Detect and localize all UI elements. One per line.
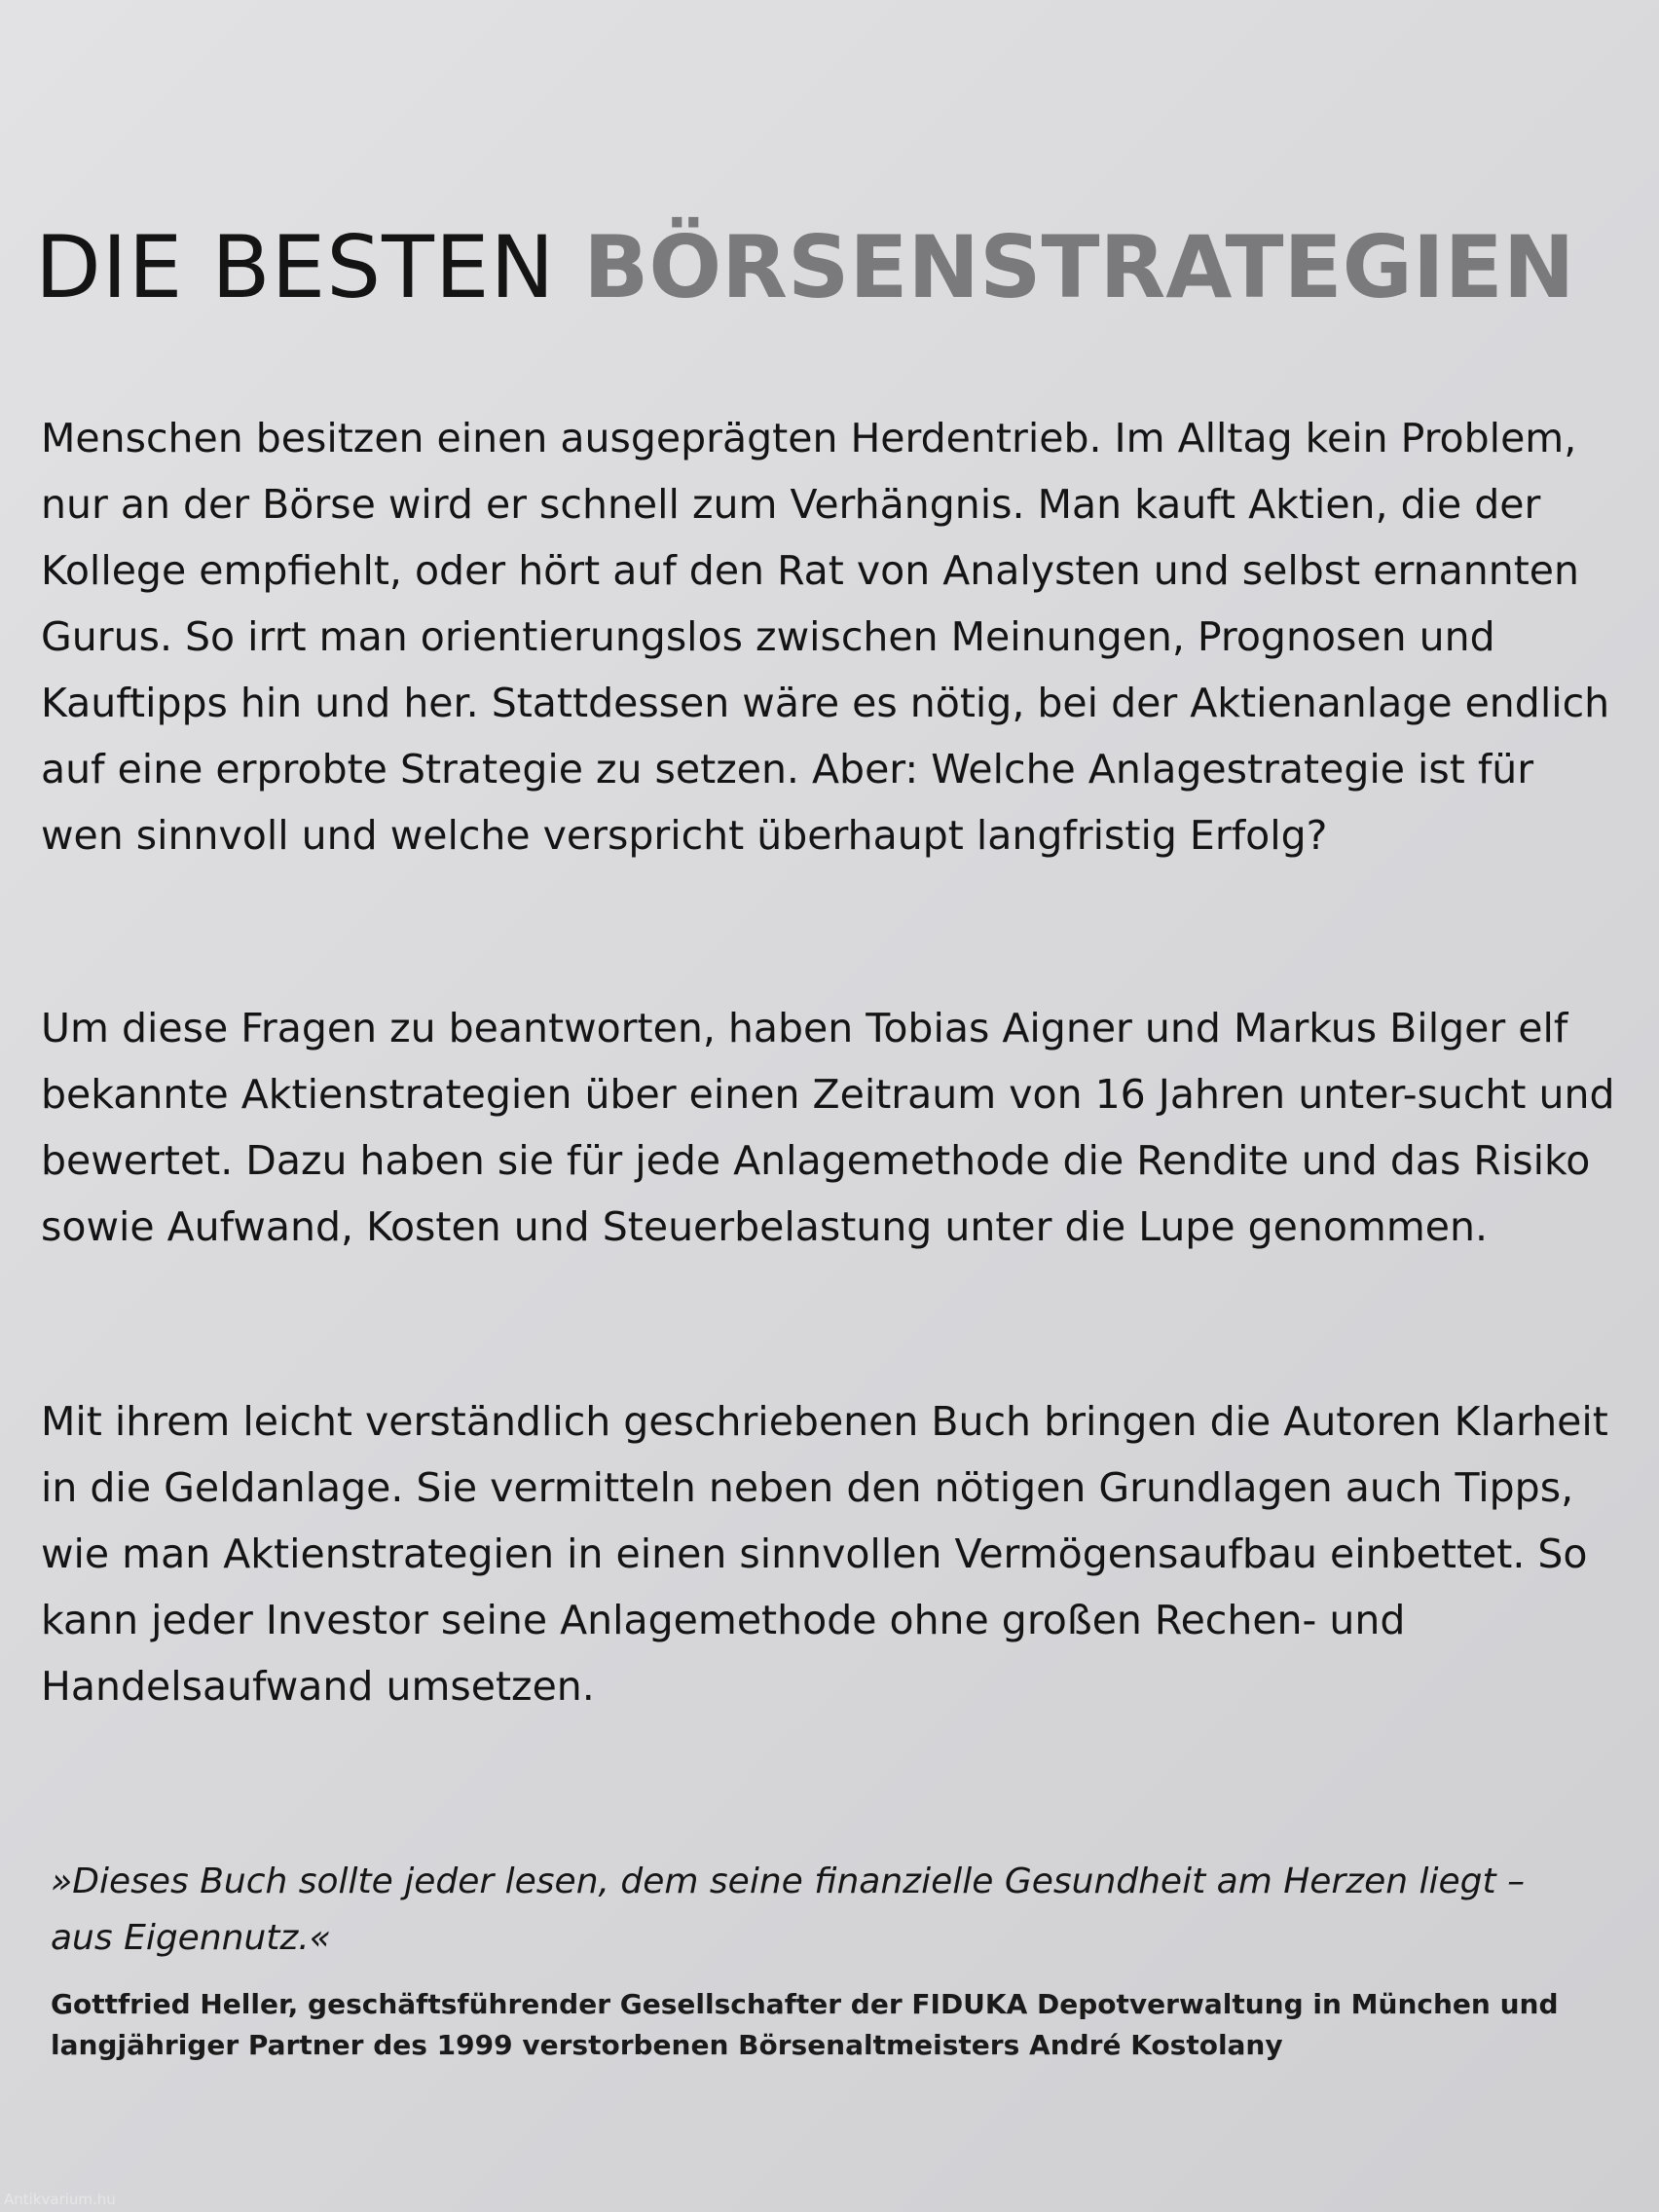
blurb-paragraph-3: Mit ihrem leicht verständlich geschriebenen Buch bringen die Autoren Klarheit in die Geldanlage. Sie vermitteln neben den nötigen Grundlagen auch Tipps, wie man Aktienstrategien in einen sinnvollen Vermögensaufbau einbettet. So kann jeder Investor seine Anlagemethode ohne großen Rechen- und Handelsaufwand umsetzen. — [41, 1398, 1608, 1710]
blurb-paragraph-2: Um diese Fragen zu beantworten, haben Tobias Aigner und Markus Bilger elf bekannte Aktienstrategien über einen Zeitraum von 16 Jahren unter-sucht und bewertet. Dazu haben sie für jede Anlagemethode die Rendite und das Risiko sowie Aufwand, Kosten und Steuerbelastung unter die Lupe genommen. — [41, 1005, 1615, 1250]
blurb-paragraph-1: Menschen besitzen einen ausgeprägten Herdentrieb. Im Alltag kein Problem, nur an der Börse wird er schnell zum Verhängnis. Man kauft Aktien, die der Kollege empfiehlt, oder hört auf den Rat von Analysten und selbst ernannten Gurus. So irrt man orientierungslos zwischen Meinungen, Prognosen und Kauftipps hin und her. Stattdessen wäre es nötig, bei der Aktienanlage endlich auf eine erprobte Strategie zu setzen. Aber: Welche Anlagestrategie ist für wen sinnvoll und welche verspricht überhaupt langfristig Erfolg? — [41, 415, 1610, 859]
title-part-grey: BÖRSENSTRATEGIEN — [583, 217, 1575, 317]
testimonial-quote: »Dieses Buch sollte jeder lesen, dem seine finanzielle Gesundheit am Herzen liegt – aus Eigennutz.« — [51, 1862, 1526, 1958]
testimonial-attribution: Gottfried Heller, geschäftsführender Gesellschafter der FIDUKA Depotverwaltung in München und langjähriger Partner des 1999 verstorbenen Börsenaltmeisters André Kostolany — [51, 1988, 1559, 2061]
watermark: Antikvarium.hu — [4, 2191, 116, 2208]
title-part-dark: DIE BESTEN — [35, 217, 556, 317]
book-title — [35, 214, 1574, 321]
